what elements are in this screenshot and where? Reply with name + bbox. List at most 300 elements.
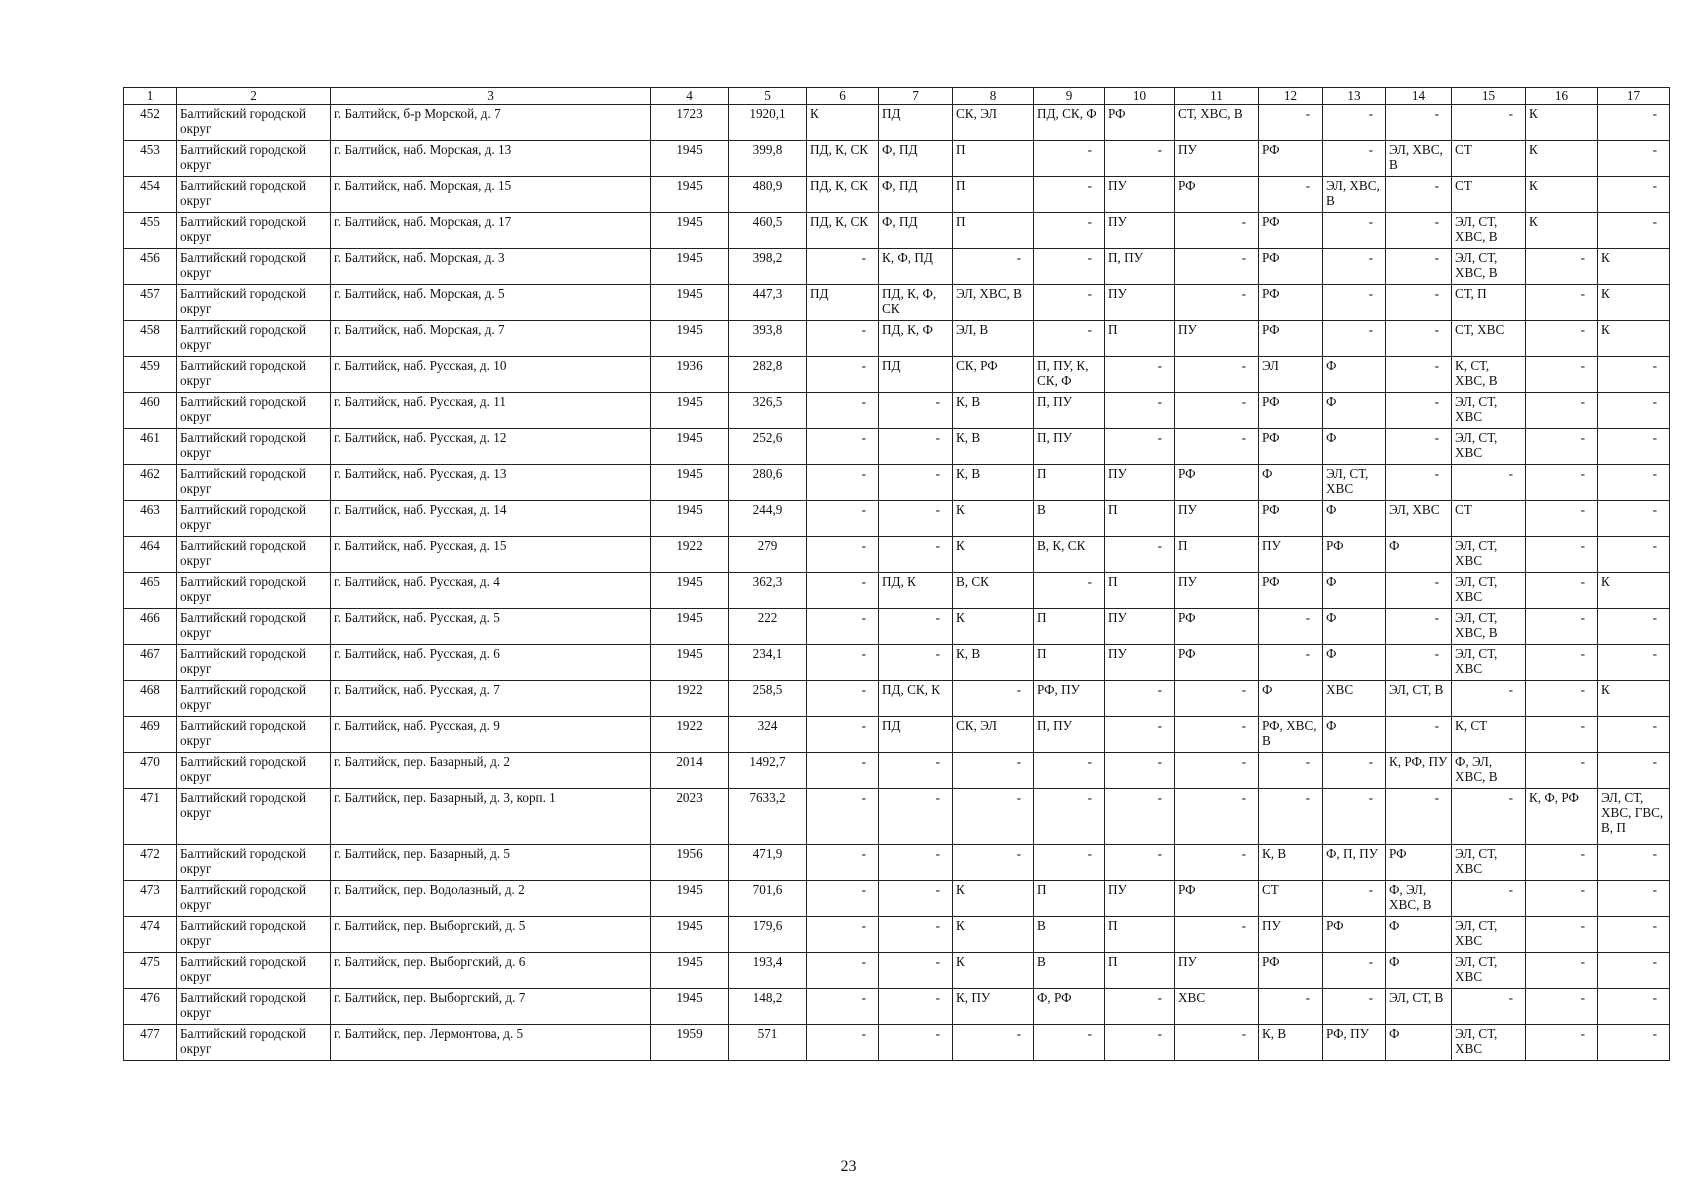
- table-cell: К, В: [1259, 1025, 1323, 1061]
- table-cell: -: [1598, 177, 1670, 213]
- table-cell: -: [1386, 717, 1452, 753]
- table-cell: Ф: [1386, 1025, 1452, 1061]
- table-row: [124, 249, 1670, 285]
- table-cell: Ф: [1323, 717, 1386, 753]
- table-cell: -: [1175, 357, 1259, 393]
- table-row: [124, 789, 1670, 845]
- column-number-header: 3: [331, 88, 651, 105]
- table-cell: П: [1105, 953, 1175, 989]
- housing-register-table: [123, 87, 1670, 1061]
- table-cell: ПУ: [1105, 465, 1175, 501]
- table-cell: -: [1598, 537, 1670, 573]
- table-cell: ПД, К, СК: [807, 177, 879, 213]
- table-cell: ПУ: [1175, 573, 1259, 609]
- table-cell: К: [1526, 213, 1598, 249]
- table-cell: П, ПУ: [1105, 249, 1175, 285]
- table-cell: 467: [124, 645, 177, 681]
- table-cell: 7633,2: [729, 789, 807, 845]
- table-cell: 460: [124, 393, 177, 429]
- table-row: [124, 1025, 1670, 1061]
- table-cell: г. Балтийск, наб. Морская, д. 3: [331, 249, 651, 285]
- column-number-header: 6: [807, 88, 879, 105]
- table-cell: -: [1386, 645, 1452, 681]
- table-cell: -: [1323, 213, 1386, 249]
- table-cell: -: [879, 609, 953, 645]
- column-number-header: 14: [1386, 88, 1452, 105]
- table-cell: 469: [124, 717, 177, 753]
- table-cell: -: [1386, 321, 1452, 357]
- table-cell: Балтийский городской округ: [177, 789, 331, 845]
- table-cell: ПУ: [1105, 881, 1175, 917]
- table-cell: СТ: [1259, 881, 1323, 917]
- table-cell: 462: [124, 465, 177, 501]
- table-cell: Ф: [1386, 917, 1452, 953]
- table-cell: 454: [124, 177, 177, 213]
- table-cell: П: [1034, 465, 1105, 501]
- table-cell: П: [953, 177, 1034, 213]
- table-cell: Балтийский городской округ: [177, 141, 331, 177]
- table-cell: П: [1105, 573, 1175, 609]
- table-cell: П: [1034, 645, 1105, 681]
- table-cell: 453: [124, 141, 177, 177]
- table-cell: -: [1526, 989, 1598, 1025]
- table-cell: г. Балтийск, наб. Морская, д. 13: [331, 141, 651, 177]
- table-cell: СТ: [1452, 177, 1526, 213]
- table-row: [124, 717, 1670, 753]
- table-cell: -: [1105, 717, 1175, 753]
- table-cell: -: [807, 357, 879, 393]
- column-number-header: 17: [1598, 88, 1670, 105]
- table-cell: ХВС: [1175, 989, 1259, 1025]
- table-cell: 447,3: [729, 285, 807, 321]
- table-cell: 326,5: [729, 393, 807, 429]
- table-cell: Балтийский городской округ: [177, 717, 331, 753]
- table-cell: -: [807, 953, 879, 989]
- table-cell: ПД, К, Ф, СК: [879, 285, 953, 321]
- table-cell: ЭЛ, СТ, ХВС: [1452, 429, 1526, 465]
- table-cell: -: [1526, 465, 1598, 501]
- table-body: [124, 105, 1670, 1061]
- table-cell: -: [807, 645, 879, 681]
- table-cell: -: [1175, 753, 1259, 789]
- table-cell: г. Балтийск, пер. Водолазный, д. 2: [331, 881, 651, 917]
- table-cell: -: [879, 789, 953, 845]
- table-cell: К: [1526, 105, 1598, 141]
- table-cell: -: [1386, 105, 1452, 141]
- table-cell: П, ПУ: [1034, 429, 1105, 465]
- table-cell: 193,4: [729, 953, 807, 989]
- table-cell: -: [1105, 429, 1175, 465]
- table-cell: 1922: [651, 717, 729, 753]
- table-cell: 466: [124, 609, 177, 645]
- table-cell: -: [1452, 465, 1526, 501]
- table-cell: ПУ: [1175, 321, 1259, 357]
- table-cell: -: [879, 1025, 953, 1061]
- table-cell: РФ: [1259, 213, 1323, 249]
- table-cell: Балтийский городской округ: [177, 573, 331, 609]
- table-cell: П: [1105, 501, 1175, 537]
- table-cell: 393,8: [729, 321, 807, 357]
- table-row: [124, 989, 1670, 1025]
- table-cell: -: [1526, 845, 1598, 881]
- table-cell: К: [953, 609, 1034, 645]
- table-cell: -: [879, 465, 953, 501]
- table-cell: 258,5: [729, 681, 807, 717]
- table-cell: 1945: [651, 989, 729, 1025]
- table-cell: -: [1386, 213, 1452, 249]
- table-cell: В: [1034, 953, 1105, 989]
- table-cell: П: [953, 141, 1034, 177]
- table-cell: 222: [729, 609, 807, 645]
- table-cell: 1492,7: [729, 753, 807, 789]
- table-row: [124, 465, 1670, 501]
- table-cell: -: [1034, 213, 1105, 249]
- table-cell: 461: [124, 429, 177, 465]
- table-cell: 1922: [651, 681, 729, 717]
- table-cell: -: [1323, 989, 1386, 1025]
- table-cell: 398,2: [729, 249, 807, 285]
- table-cell: ПУ: [1259, 537, 1323, 573]
- table-cell: -: [1452, 989, 1526, 1025]
- table-cell: -: [1105, 753, 1175, 789]
- table-cell: Балтийский городской округ: [177, 285, 331, 321]
- table-cell: РФ, ХВС, В: [1259, 717, 1323, 753]
- table-cell: Балтийский городской округ: [177, 321, 331, 357]
- table-cell: ХВС: [1323, 681, 1386, 717]
- table-row: [124, 321, 1670, 357]
- table-cell: -: [1323, 753, 1386, 789]
- table-cell: В: [1034, 917, 1105, 953]
- table-cell: К: [953, 881, 1034, 917]
- table-cell: -: [1259, 989, 1323, 1025]
- table-cell: -: [1598, 881, 1670, 917]
- table-cell: ПД: [879, 105, 953, 141]
- table-cell: Балтийский городской округ: [177, 393, 331, 429]
- table-cell: -: [1034, 789, 1105, 845]
- table-cell: 234,1: [729, 645, 807, 681]
- table-cell: г. Балтийск, наб. Морская, д. 7: [331, 321, 651, 357]
- table-cell: Ф: [1323, 357, 1386, 393]
- table-cell: -: [953, 789, 1034, 845]
- table-cell: г. Балтийск, б-р Морской, д. 7: [331, 105, 651, 141]
- table-cell: П, ПУ: [1034, 393, 1105, 429]
- table-cell: Балтийский городской округ: [177, 357, 331, 393]
- table-cell: -: [1526, 249, 1598, 285]
- table-cell: -: [1034, 285, 1105, 321]
- table-cell: 470: [124, 753, 177, 789]
- table-cell: -: [953, 845, 1034, 881]
- table-cell: Балтийский городской округ: [177, 429, 331, 465]
- table-cell: ЭЛ, СТ, ХВС: [1452, 393, 1526, 429]
- table-cell: В, СК: [953, 573, 1034, 609]
- table-cell: -: [1034, 573, 1105, 609]
- table-cell: -: [1034, 141, 1105, 177]
- table-cell: -: [807, 573, 879, 609]
- table-cell: К: [1526, 141, 1598, 177]
- table-cell: РФ: [1323, 537, 1386, 573]
- table-cell: -: [1105, 357, 1175, 393]
- table-cell: -: [879, 537, 953, 573]
- table-cell: -: [1526, 681, 1598, 717]
- table-cell: Балтийский городской округ: [177, 645, 331, 681]
- table-cell: 475: [124, 953, 177, 989]
- table-cell: Балтийский городской округ: [177, 609, 331, 645]
- table-cell: 1936: [651, 357, 729, 393]
- table-cell: -: [879, 845, 953, 881]
- table-row: [124, 609, 1670, 645]
- table-cell: 244,9: [729, 501, 807, 537]
- table-cell: В: [1034, 501, 1105, 537]
- table-cell: П: [953, 213, 1034, 249]
- table-row: [124, 285, 1670, 321]
- table-cell: -: [1386, 609, 1452, 645]
- table-cell: 362,3: [729, 573, 807, 609]
- table-cell: К, РФ, ПУ: [1386, 753, 1452, 789]
- table-cell: ЭЛ, СТ, ХВС: [1452, 645, 1526, 681]
- table-cell: -: [1386, 357, 1452, 393]
- table-cell: -: [807, 1025, 879, 1061]
- table-cell: 1945: [651, 177, 729, 213]
- table-cell: ЭЛ, СТ, ХВС: [1452, 1025, 1526, 1061]
- table-cell: ПД, СК, Ф: [1034, 105, 1105, 141]
- table-cell: г. Балтийск, наб. Русская, д. 12: [331, 429, 651, 465]
- table-cell: -: [1598, 429, 1670, 465]
- table-cell: Ф, ПД: [879, 177, 953, 213]
- table-cell: -: [1105, 393, 1175, 429]
- table-cell: -: [1452, 789, 1526, 845]
- table-cell: г. Балтийск, наб. Русская, д. 5: [331, 609, 651, 645]
- table-cell: ПД: [807, 285, 879, 321]
- table-cell: -: [1259, 789, 1323, 845]
- table-cell: -: [953, 249, 1034, 285]
- table-cell: 471: [124, 789, 177, 845]
- table-row: [124, 393, 1670, 429]
- table-cell: СТ: [1452, 141, 1526, 177]
- table-cell: К, В: [953, 645, 1034, 681]
- table-cell: 458: [124, 321, 177, 357]
- table-cell: РФ: [1105, 105, 1175, 141]
- table-cell: 465: [124, 573, 177, 609]
- table-cell: РФ: [1259, 321, 1323, 357]
- table-cell: -: [1323, 141, 1386, 177]
- table-cell: г. Балтийск, наб. Морская, д. 5: [331, 285, 651, 321]
- table-cell: ЭЛ, ХВС, В: [1386, 141, 1452, 177]
- table-cell: Балтийский городской округ: [177, 953, 331, 989]
- table-cell: -: [1526, 501, 1598, 537]
- table-cell: ЭЛ, СТ, ХВС: [1452, 573, 1526, 609]
- table-cell: РФ: [1259, 573, 1323, 609]
- table-cell: РФ: [1259, 501, 1323, 537]
- table-cell: -: [1526, 953, 1598, 989]
- table-cell: ПУ: [1175, 501, 1259, 537]
- table-cell: -: [1175, 285, 1259, 321]
- table-row: [124, 357, 1670, 393]
- table-cell: СТ, ХВС, В: [1175, 105, 1259, 141]
- table-cell: К: [1598, 321, 1670, 357]
- table-cell: -: [1259, 105, 1323, 141]
- table-cell: В, К, СК: [1034, 537, 1105, 573]
- table-cell: -: [1526, 753, 1598, 789]
- table-cell: 1945: [651, 321, 729, 357]
- table-cell: -: [1598, 717, 1670, 753]
- table-cell: -: [807, 321, 879, 357]
- table-cell: К: [807, 105, 879, 141]
- column-number-header: 1: [124, 88, 177, 105]
- table-cell: ПД, К, СК: [807, 213, 879, 249]
- table-cell: -: [807, 393, 879, 429]
- table-cell: 1723: [651, 105, 729, 141]
- table-cell: ЭЛ, ХВС, В: [1323, 177, 1386, 213]
- table-cell: -: [1526, 1025, 1598, 1061]
- table-cell: ПУ: [1105, 285, 1175, 321]
- table-cell: -: [1259, 753, 1323, 789]
- table-cell: 1945: [651, 465, 729, 501]
- table-cell: -: [1175, 213, 1259, 249]
- table-cell: -: [1598, 213, 1670, 249]
- table-cell: 1945: [651, 917, 729, 953]
- table-cell: -: [1452, 681, 1526, 717]
- table-cell: -: [1598, 141, 1670, 177]
- table-cell: ПД, К, Ф: [879, 321, 953, 357]
- table-cell: -: [807, 717, 879, 753]
- table-cell: -: [1598, 645, 1670, 681]
- table-cell: Балтийский городской округ: [177, 501, 331, 537]
- table-cell: Балтийский городской округ: [177, 249, 331, 285]
- table-cell: -: [1526, 917, 1598, 953]
- table-cell: РФ, ПУ: [1034, 681, 1105, 717]
- table-cell: 473: [124, 881, 177, 917]
- table-cell: г. Балтийск, наб. Русская, д. 6: [331, 645, 651, 681]
- table-cell: 474: [124, 917, 177, 953]
- column-number-header: 5: [729, 88, 807, 105]
- table-cell: -: [1526, 321, 1598, 357]
- table-cell: ЭЛ, ХВС, В: [953, 285, 1034, 321]
- table-cell: 1945: [651, 645, 729, 681]
- table-cell: -: [1598, 465, 1670, 501]
- table-cell: ЭЛ, СТ, В: [1386, 989, 1452, 1025]
- table-cell: К, В: [953, 393, 1034, 429]
- table-cell: 1945: [651, 249, 729, 285]
- table-row: [124, 845, 1670, 881]
- table-cell: Ф, РФ: [1034, 989, 1105, 1025]
- table-cell: 1945: [651, 141, 729, 177]
- table-cell: П, ПУ, К, СК, Ф: [1034, 357, 1105, 393]
- table-cell: -: [1598, 917, 1670, 953]
- table-cell: -: [1598, 989, 1670, 1025]
- table-cell: -: [1323, 321, 1386, 357]
- table-cell: ПД, СК, К: [879, 681, 953, 717]
- table-cell: Балтийский городской округ: [177, 213, 331, 249]
- table-cell: 459: [124, 357, 177, 393]
- table-cell: -: [1452, 105, 1526, 141]
- table-row: [124, 573, 1670, 609]
- table-cell: г. Балтийск, наб. Русская, д. 11: [331, 393, 651, 429]
- table-cell: 279: [729, 537, 807, 573]
- table-cell: 1959: [651, 1025, 729, 1061]
- table-cell: г. Балтийск, наб. Русская, д. 15: [331, 537, 651, 573]
- table-cell: -: [807, 845, 879, 881]
- table-cell: -: [1598, 357, 1670, 393]
- table-cell: ПУ: [1105, 177, 1175, 213]
- table-cell: -: [1175, 393, 1259, 429]
- table-row: [124, 537, 1670, 573]
- column-number-header: 12: [1259, 88, 1323, 105]
- table-cell: ЭЛ, ХВС: [1386, 501, 1452, 537]
- table-cell: г. Балтийск, пер. Лермонтова, д. 5: [331, 1025, 651, 1061]
- table-cell: К: [1526, 177, 1598, 213]
- table-cell: -: [1598, 105, 1670, 141]
- table-cell: -: [807, 917, 879, 953]
- table-cell: г. Балтийск, наб. Русская, д. 4: [331, 573, 651, 609]
- table-cell: К, В: [953, 465, 1034, 501]
- table-cell: -: [953, 1025, 1034, 1061]
- table-cell: -: [1034, 177, 1105, 213]
- table-cell: Ф, П, ПУ: [1323, 845, 1386, 881]
- table-cell: -: [1323, 789, 1386, 845]
- table-cell: г. Балтийск, пер. Выборгский, д. 7: [331, 989, 651, 1025]
- table-cell: -: [1386, 573, 1452, 609]
- table-cell: -: [1105, 789, 1175, 845]
- table-cell: СТ: [1452, 501, 1526, 537]
- table-cell: -: [807, 429, 879, 465]
- table-cell: -: [1175, 845, 1259, 881]
- table-cell: г. Балтийск, наб. Русская, д. 9: [331, 717, 651, 753]
- table-cell: ПУ: [1175, 953, 1259, 989]
- table-cell: Балтийский городской округ: [177, 681, 331, 717]
- table-cell: -: [1105, 681, 1175, 717]
- table-cell: РФ: [1175, 609, 1259, 645]
- column-number-header: 9: [1034, 88, 1105, 105]
- table-cell: Балтийский городской округ: [177, 537, 331, 573]
- table-cell: Ф, ПД: [879, 141, 953, 177]
- table-cell: ЭЛ, СТ, ХВС: [1452, 917, 1526, 953]
- table-cell: РФ: [1175, 465, 1259, 501]
- table-cell: -: [1598, 1025, 1670, 1061]
- table-cell: г. Балтийск, пер. Выборгский, д. 5: [331, 917, 651, 953]
- column-number-header: 11: [1175, 88, 1259, 105]
- table-cell: К, Ф, ПД: [879, 249, 953, 285]
- table-cell: -: [879, 501, 953, 537]
- table-cell: Ф: [1259, 465, 1323, 501]
- column-number-header: 13: [1323, 88, 1386, 105]
- table-cell: К: [953, 501, 1034, 537]
- table-cell: 1956: [651, 845, 729, 881]
- column-number-header: 2: [177, 88, 331, 105]
- table-cell: К: [1598, 573, 1670, 609]
- table-cell: -: [879, 989, 953, 1025]
- table-cell: -: [1259, 645, 1323, 681]
- table-cell: -: [807, 881, 879, 917]
- table-cell: -: [1386, 465, 1452, 501]
- table-cell: -: [1386, 393, 1452, 429]
- table-cell: 282,8: [729, 357, 807, 393]
- table-cell: 1945: [651, 429, 729, 465]
- table-cell: 472: [124, 845, 177, 881]
- table-cell: -: [1526, 645, 1598, 681]
- table-cell: Ф: [1323, 645, 1386, 681]
- table-cell: -: [1598, 953, 1670, 989]
- table-cell: Балтийский городской округ: [177, 1025, 331, 1061]
- column-number-header: 4: [651, 88, 729, 105]
- table-cell: -: [1175, 789, 1259, 845]
- table-cell: Балтийский городской округ: [177, 753, 331, 789]
- table-cell: -: [1526, 537, 1598, 573]
- table-cell: 252,6: [729, 429, 807, 465]
- table-row: [124, 141, 1670, 177]
- table-cell: -: [1526, 717, 1598, 753]
- table-cell: К: [953, 537, 1034, 573]
- table-cell: ПУ: [1105, 213, 1175, 249]
